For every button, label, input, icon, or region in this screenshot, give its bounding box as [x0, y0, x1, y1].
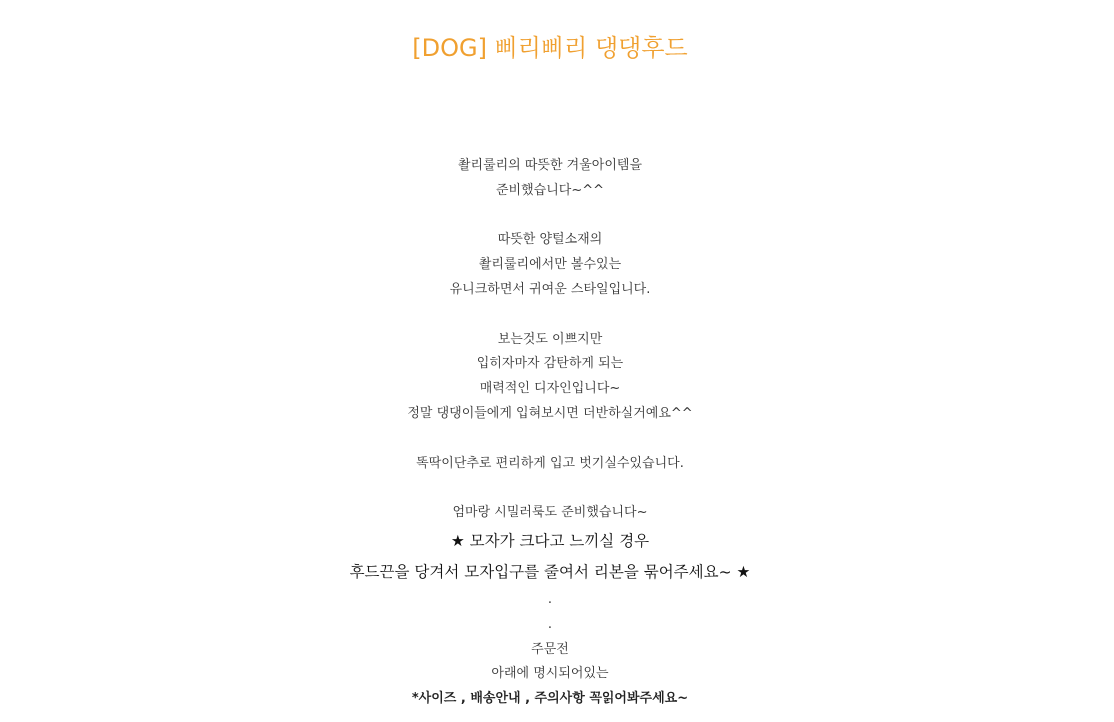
- order-emphasis: *사이즈 , 배송안내 , 주의사항 꼭읽어봐주세요~: [411, 691, 689, 707]
- description-line-blank: [0, 303, 1100, 328]
- separator-dot: .: [547, 616, 553, 632]
- order-line: 아래에 명시되어있는: [491, 666, 609, 682]
- product-title: [DOG] 삐리삐리 댕댕후드: [412, 34, 688, 62]
- hood-notice-line: 후드끈을 당겨서 모자입구를 줄여서 리본을 묶어주세요~ ★: [349, 562, 751, 581]
- order-heading: 주문전: [531, 641, 569, 657]
- description-line: 준비했습니다~^^: [495, 182, 605, 198]
- product-description: [0, 154, 1100, 712]
- hood-notice-line: ★ 모자가 크다고 느끼실 경우: [450, 531, 650, 550]
- description-line: 똑딱이단추로 편리하게 입고 벗기실수있습니다.: [416, 455, 684, 471]
- description-line: 정말 댕댕이들에게 입혀보시면 더반하실거예요^^: [407, 405, 693, 421]
- description-line: 입히자마자 감탄하게 되는: [476, 356, 624, 372]
- description-line: 유니크하면서 귀여운 스타일입니다.: [449, 281, 651, 297]
- description-line-blank: [0, 427, 1100, 452]
- description-line: 보는것도 이쁘지만: [497, 331, 603, 347]
- description-line: 촬리룰리의 따뜻한 겨울아이템을: [457, 158, 643, 173]
- description-line: 매력적인 디자인입니다~: [479, 381, 621, 397]
- description-line: 엄마랑 시밀러룩도 준비했습니다~: [452, 505, 648, 521]
- description-line-blank: [0, 204, 1100, 229]
- description-line-blank: [0, 476, 1100, 501]
- description-line: 촬리룰리에서만 볼수있는: [478, 257, 622, 273]
- description-line: 따뜻한 양털소재의: [497, 232, 603, 248]
- separator-dot: .: [547, 591, 553, 607]
